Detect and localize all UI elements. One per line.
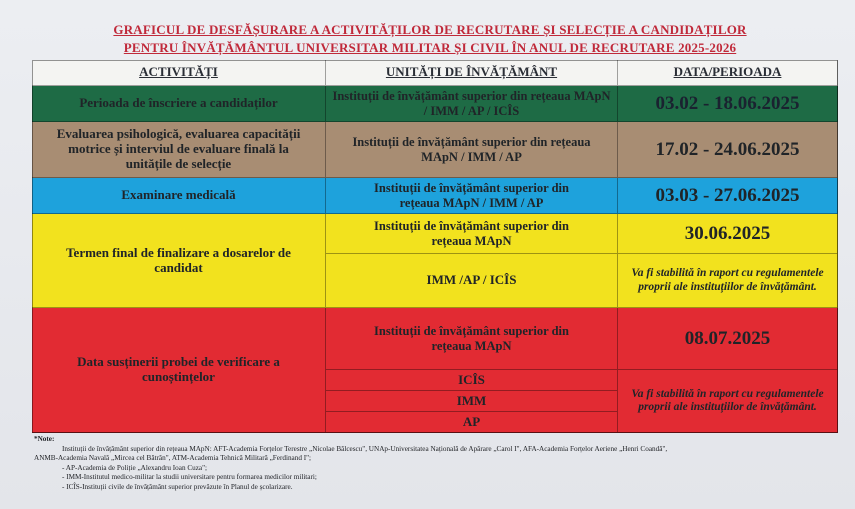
notes-line-1: Instituții de învățământ superior din rețeaua MApN: AFT-Academia Forțelor Terestre „Nicolae Bălcescu", UNAp-Universitatea Națională de Apărare „Carol I", AFA-Academia Forțelor Aeriene „Henri Coandă", bbox=[62, 444, 668, 453]
row5-unit-d: AP bbox=[326, 412, 618, 433]
row5-date-a: 08.07.2025 bbox=[618, 308, 838, 370]
row1-unit: Instituții de învățământ superior din rețeaua MApN / IMM / AP / ICÎS bbox=[326, 86, 618, 122]
header-date: DATA/PERIOADA bbox=[618, 60, 838, 86]
row4-unit-b: IMM /AP / ICÎS bbox=[326, 254, 618, 308]
notes-line-2: ANMB-Academia Navală „Mircea cel Bătrân", ATM-Academia Tehnică Militară „Ferdinand I"; bbox=[34, 454, 312, 463]
row5-date-b: Va fi stabilită în raport cu regulamentele proprii ale instituțiilor de învățământ. bbox=[618, 370, 838, 433]
notes bbox=[34, 435, 844, 493]
header-units: UNITĂȚI DE ÎNVĂȚĂMÂNT bbox=[326, 60, 618, 86]
title-line-2: PENTRU ÎNVĂȚĂMÂNTUL UNIVERSITAR MILITAR ȘI CIVIL ÎN ANUL DE RECRUTARE 2025-2026 bbox=[123, 40, 737, 55]
row5-unit-a: Instituții de învățământ superior din rețeaua MApN bbox=[326, 308, 618, 370]
row2-date: 17.02 - 24.06.2025 bbox=[618, 122, 838, 178]
row2-activity: Evaluarea psihologică, evaluarea capacității motrice și interviul de evaluare finală la unitățile de selecție bbox=[32, 122, 326, 178]
notes-line-4: - IMM-Institutul medico-militar la studii universitare pentru formarea medicilor militari; bbox=[62, 473, 317, 482]
row5-unit-c: IMM bbox=[326, 391, 618, 412]
row5-activity: Data susținerii probei de verificare a cunoștințelor bbox=[32, 308, 326, 433]
row4-date-a: 30.06.2025 bbox=[618, 214, 838, 254]
row5-unit-b: ICÎS bbox=[326, 370, 618, 391]
header-activities: ACTIVITĂȚI bbox=[32, 60, 326, 86]
row2-unit: Instituții de învățământ superior din rețeaua MApN / IMM / AP bbox=[326, 122, 618, 178]
row1-activity: Perioada de înscriere a candidaților bbox=[32, 86, 326, 122]
row4-activity: Termen final de finalizare a dosarelor de candidat bbox=[32, 214, 326, 308]
row4-date-b: Va fi stabilită în raport cu regulamentele proprii ale instituțiilor de învățământ. bbox=[618, 254, 838, 308]
title-line-1: GRAFICUL DE DESFĂȘURARE A ACTIVITĂȚILOR DE RECRUTARE ȘI SELECȚIE A CANDIDAȚILOR bbox=[113, 22, 747, 37]
notes-label: *Note: bbox=[34, 435, 55, 443]
notes-line-3: - AP-Academia de Poliție „Alexandru Ioan Cuza"; bbox=[62, 463, 208, 472]
row3-date: 03.03 - 27.06.2025 bbox=[618, 178, 838, 214]
row1-date: 03.02 - 18.06.2025 bbox=[618, 86, 838, 122]
row3-unit: Instituții de învățământ superior din rețeaua MApN / IMM / AP bbox=[326, 178, 618, 214]
row4-unit-a: Instituții de învățământ superior din rețeaua MApN bbox=[326, 214, 618, 254]
notes-line-5: - ICÎS-Instituții civile de învățământ superior prevăzute în Planul de școlarizare. bbox=[62, 482, 293, 491]
row3-activity: Examinare medicală bbox=[32, 178, 326, 214]
